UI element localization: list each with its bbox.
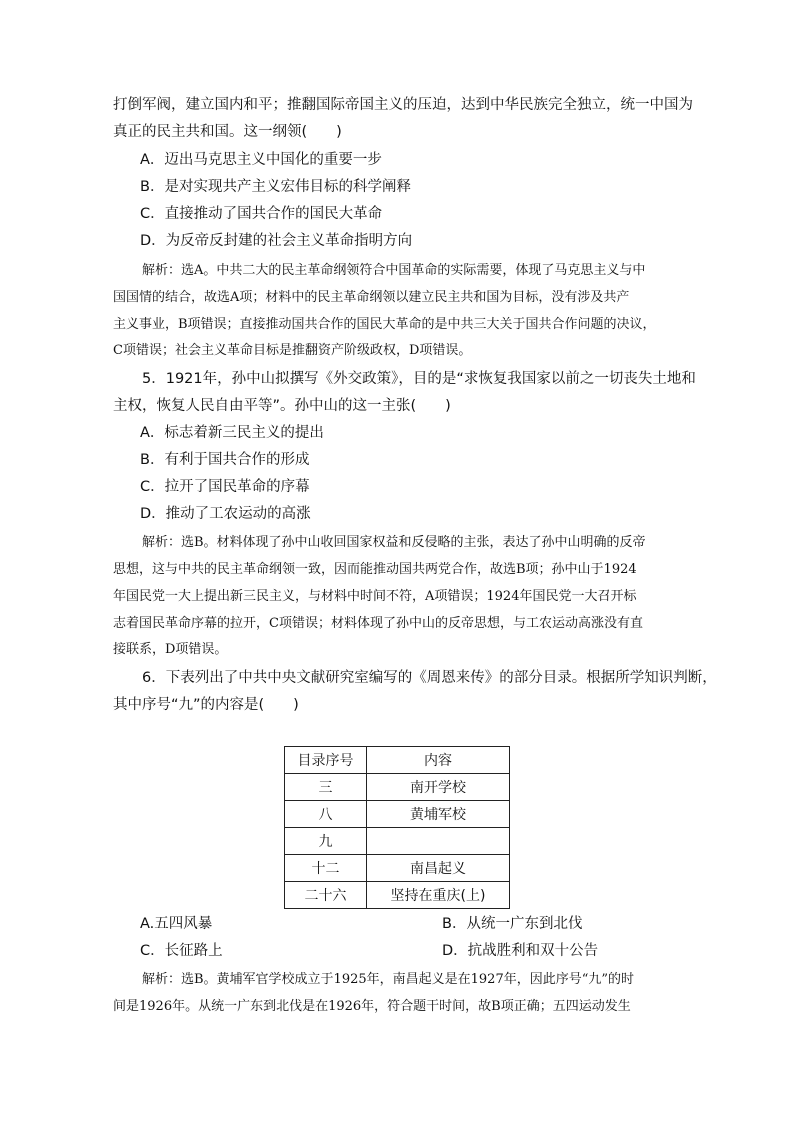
table-header-row	[285, 747, 510, 774]
intro-line: 打倒军阀，建立国内和平；推翻国际帝国主义的压迫，达到中华民族完全独立，统一中国为	[113, 97, 693, 113]
q6-analysis-line: 解析：选B。黄埔军官学校成立于1925年，南昌起义是在1927年，因此序号“九”的时	[142, 972, 635, 987]
table-row	[285, 855, 510, 882]
q6-option-a: A.五四风暴	[140, 916, 213, 932]
table-cell-content: 南昌起义	[367, 855, 510, 882]
q5-option-c: C．拉开了国民革命的序幕	[140, 479, 310, 495]
q5-analysis-line: 接联系，D项错误。	[113, 642, 228, 657]
table-header: 目录序号	[285, 747, 367, 774]
q4-option-a: A．迈出马克思主义中国化的重要一步	[140, 152, 382, 168]
intro-line: 真正的民主共和国。这一纲领( )	[113, 124, 342, 140]
q4-analysis-line: 解析：选A。中共二大的民主革命纲领符合中国革命的实际需要，体现了马克思主义与中	[142, 263, 646, 278]
table-cell-number: 八	[285, 801, 367, 828]
table-cell-content: 南开学校	[367, 774, 510, 801]
q5-stem-line: 主权，恢复人民自由平等”。孙中山的这一主张( )	[113, 398, 451, 414]
table-cell-number: 九	[285, 828, 367, 855]
q4-analysis-line: C项错误；社会主义革命目标是推翻资产阶级政权，D项错误。	[113, 343, 472, 358]
table-row	[285, 801, 510, 828]
q6-option-c: C．长征路上	[140, 943, 223, 959]
catalog-table	[284, 746, 510, 909]
q5-analysis-line: 思想，这与中共的民主革命纲领一致，因而能推动国共两党合作，故选B项；孙中山于1924	[113, 562, 637, 577]
table-cell-number: 二十六	[285, 882, 367, 909]
table-cell-number: 十二	[285, 855, 367, 882]
q4-option-d: D．为反帝反封建的社会主义革命指明方向	[140, 233, 413, 249]
table-row	[285, 882, 510, 909]
table-cell-content: 坚持在重庆(上)	[367, 882, 510, 909]
q5-option-b: B．有利于国共合作的形成	[140, 452, 310, 468]
q6-option-b: B．从统一广东到北伐	[442, 916, 583, 932]
q4-analysis-line: 主义事业，B项错误；直接推动国共合作的国民大革命的是中共三大关于国共合作问题的决议，	[113, 317, 656, 332]
q5-analysis-line: 年国民党一大上提出新三民主义，与材料中时间不符，A项错误；1924年国民党一大召开标	[113, 589, 637, 604]
table-cell-number: 三	[285, 774, 367, 801]
q5-option-a: A．标志着新三民主义的提出	[140, 425, 324, 441]
table-row	[285, 774, 510, 801]
table-header: 内容	[367, 747, 510, 774]
q4-analysis-line: 国国情的结合，故选A项；材料中的民主革命纲领以建立民主共和国为目标，没有涉及共产	[113, 290, 630, 305]
q5-analysis-line: 解析：选B。材料体现了孙中山收回国家权益和反侵略的主张，表达了孙中山明确的反帝	[142, 535, 646, 550]
q4-option-c: C．直接推动了国共合作的国民大革命	[140, 206, 383, 222]
table-cell-content: 黄埔军校	[367, 801, 510, 828]
q6-option-d: D．抗战胜利和双十公告	[442, 943, 599, 959]
q5-stem-line: 5．1921年，孙中山拟撰写《外交政策》，目的是“求恢复我国家以前之一切丧失土地和	[142, 371, 696, 387]
q6-stem-line: 其中序号“九”的内容是( )	[113, 697, 299, 713]
table-row	[285, 828, 510, 855]
q5-analysis-line: 志着国民革命序幕的拉开，C项错误；材料体现了孙中山的反帝思想，与工农运动高涨没有直	[113, 616, 643, 631]
q5-option-d: D．推动了工农运动的高涨	[140, 506, 311, 522]
q6-analysis-line: 间是1926年。从统一广东到北伐是在1926年，符合题干时间，故B项正确；五四运动发生	[113, 999, 631, 1014]
table-cell-content	[367, 828, 510, 855]
q6-stem-line: 6．下表列出了中共中央文献研究室编写的《周恩来传》的部分目录。根据所学知识判断，	[142, 670, 717, 686]
q4-option-b: B．是对实现共产主义宏伟目标的科学阐释	[140, 179, 411, 195]
